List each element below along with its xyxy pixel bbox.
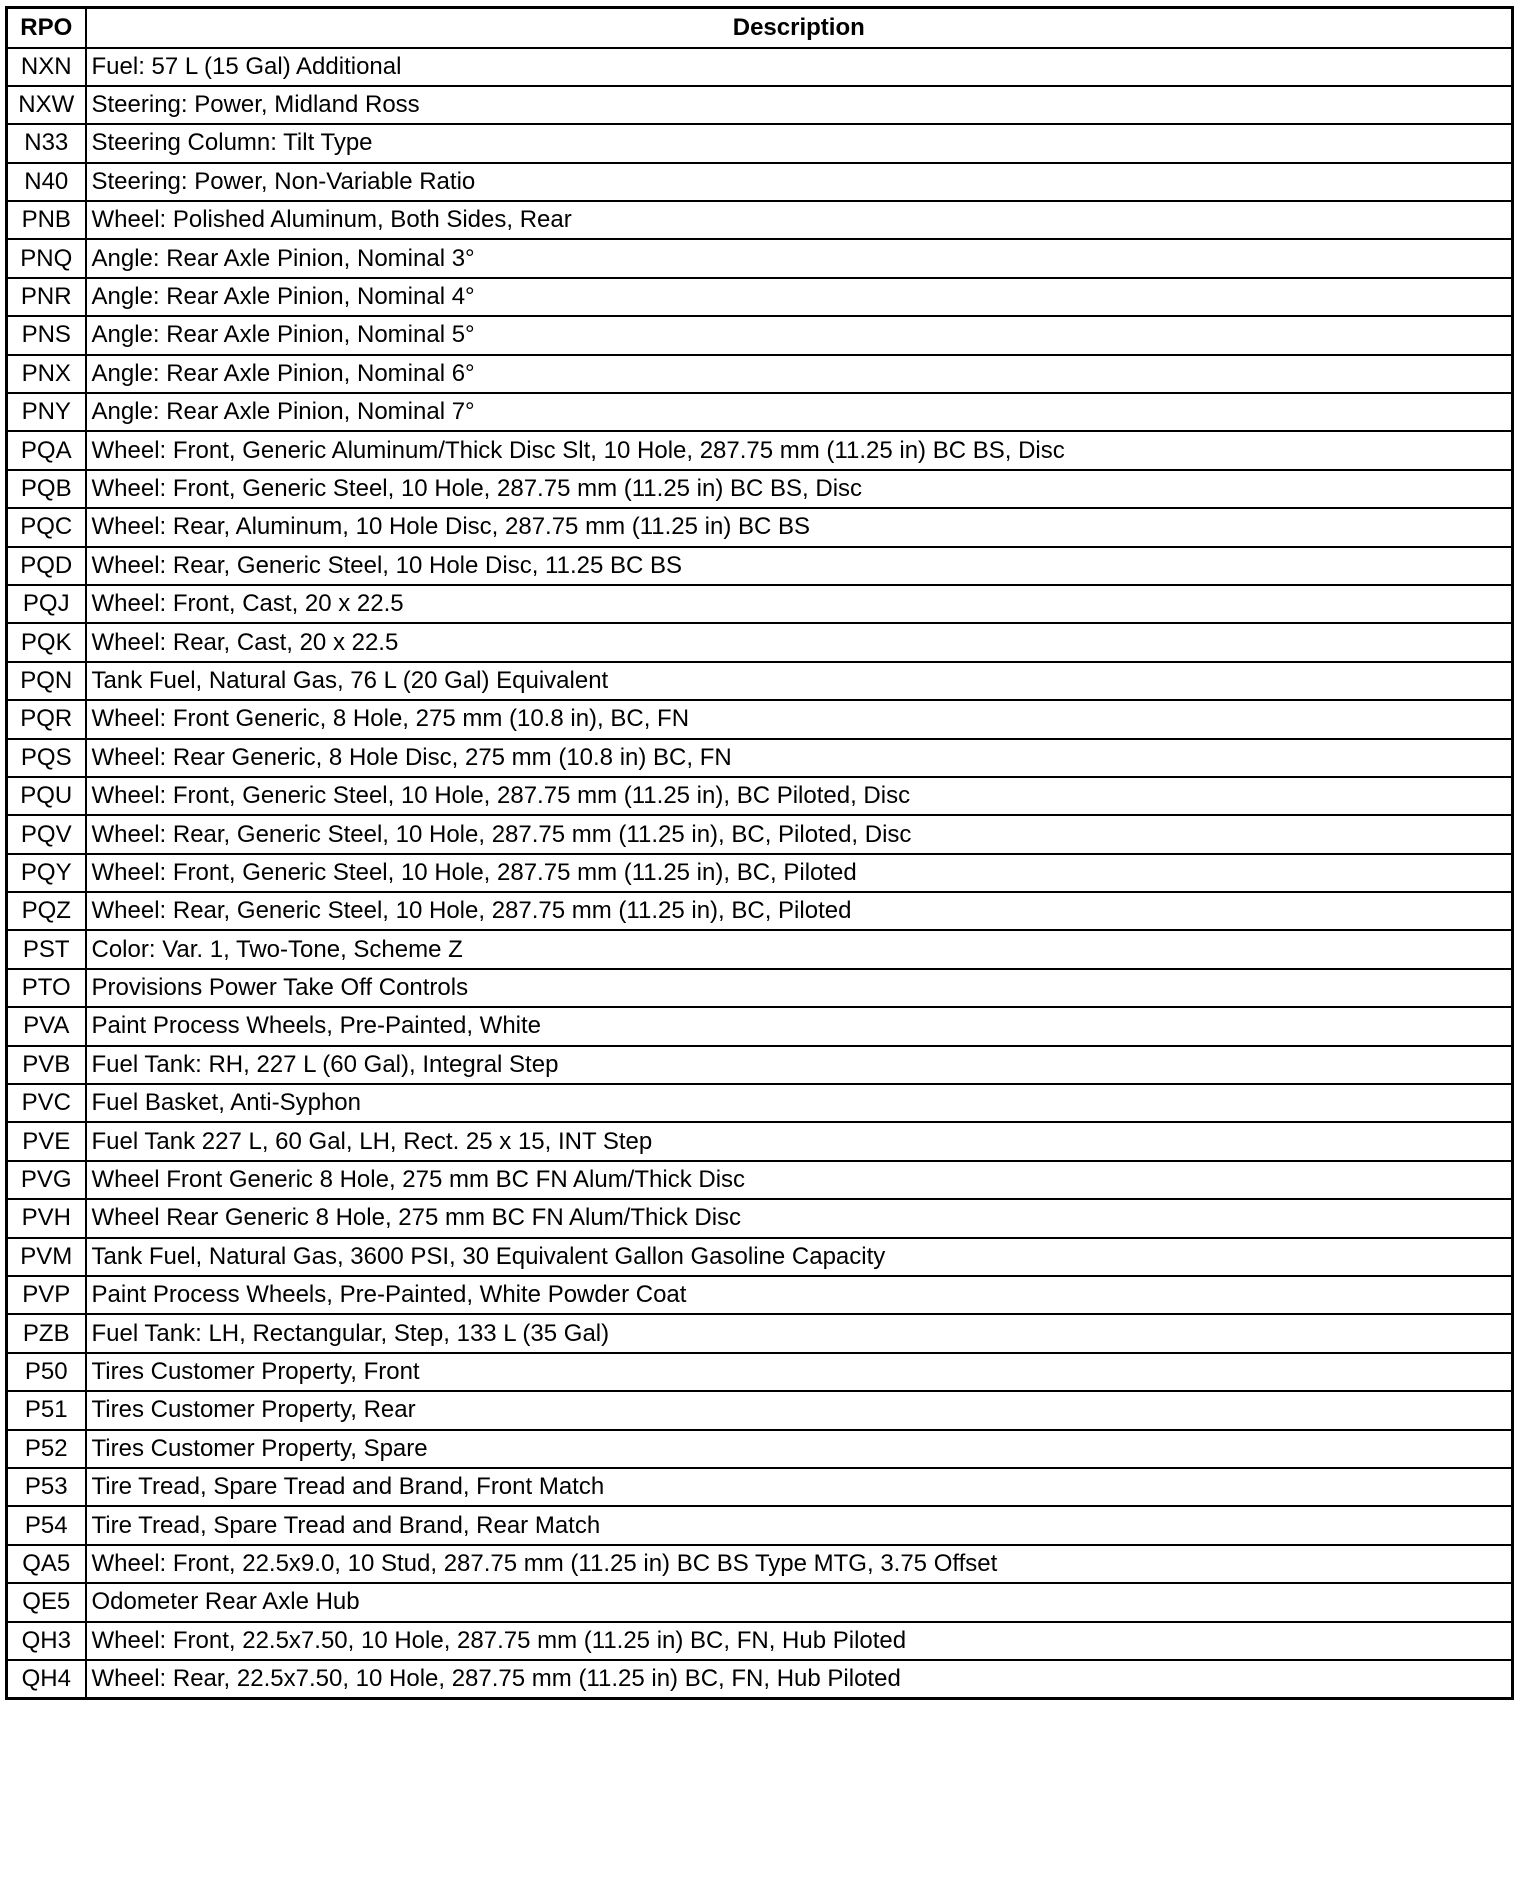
rpo-code-cell: PQA [7,431,86,469]
description-cell: Angle: Rear Axle Pinion, Nominal 5° [86,316,1513,354]
description-cell: Wheel: Front, 22.5x9.0, 10 Stud, 287.75 mm (11.25 in) BC BS Type MTG, 3.75 Offset [86,1545,1513,1583]
rpo-code-cell: N33 [7,124,86,162]
description-cell: Tire Tread, Spare Tread and Brand, Rear Match [86,1506,1513,1544]
description-cell: Paint Process Wheels, Pre-Painted, White Powder Coat [86,1276,1513,1314]
rpo-code-cell: PST [7,930,86,968]
description-cell: Fuel: 57 L (15 Gal) Additional [86,48,1513,86]
table-row [7,1583,1513,1621]
table-row [7,316,1513,354]
table-row [7,393,1513,431]
rpo-code-cell: PQB [7,470,86,508]
description-cell: Wheel: Rear Generic, 8 Hole Disc, 275 mm (10.8 in) BC, FN [86,739,1513,777]
table-row [7,1314,1513,1352]
description-cell: Provisions Power Take Off Controls [86,969,1513,1007]
description-cell: Odometer Rear Axle Hub [86,1583,1513,1621]
rpo-code-cell: PQC [7,508,86,546]
table-row [7,1391,1513,1429]
rpo-code-cell: P50 [7,1353,86,1391]
description-cell: Wheel: Rear, Cast, 20 x 22.5 [86,623,1513,661]
table-row [7,470,1513,508]
table-row [7,1353,1513,1391]
table-row [7,1622,1513,1660]
description-cell: Wheel: Front, Generic Aluminum/Thick Disc Slt, 10 Hole, 287.75 mm (11.25 in) BC BS, Disc [86,431,1513,469]
description-cell: Wheel: Rear, 22.5x7.50, 10 Hole, 287.75 mm (11.25 in) BC, FN, Hub Piloted [86,1660,1513,1698]
table-row [7,1430,1513,1468]
rpo-code-cell: PQR [7,700,86,738]
table-row [7,431,1513,469]
rpo-code-cell: QH4 [7,1660,86,1698]
rpo-code-cell: N40 [7,163,86,201]
table-row [7,86,1513,124]
description-cell: Paint Process Wheels, Pre-Painted, White [86,1007,1513,1045]
description-cell: Color: Var. 1, Two-Tone, Scheme Z [86,930,1513,968]
rpo-code-cell: PQV [7,815,86,853]
description-cell: Fuel Tank 227 L, 60 Gal, LH, Rect. 25 x 15, INT Step [86,1122,1513,1160]
description-cell: Wheel Front Generic 8 Hole, 275 mm BC FN Alum/Thick Disc [86,1161,1513,1199]
description-cell: Fuel Basket, Anti-Syphon [86,1084,1513,1122]
table-row [7,1161,1513,1199]
description-cell: Steering: Power, Non-Variable Ratio [86,163,1513,201]
description-cell: Steering: Power, Midland Ross [86,86,1513,124]
table-row [7,239,1513,277]
description-cell: Wheel Rear Generic 8 Hole, 275 mm BC FN Alum/Thick Disc [86,1199,1513,1237]
table-row [7,854,1513,892]
rpo-code-cell: QA5 [7,1545,86,1583]
rpo-column-header: RPO [7,8,86,48]
table-row [7,777,1513,815]
description-cell: Wheel: Polished Aluminum, Both Sides, Rear [86,201,1513,239]
description-cell: Tank Fuel, Natural Gas, 76 L (20 Gal) Equivalent [86,662,1513,700]
table-row [7,1276,1513,1314]
rpo-code-cell: PQN [7,662,86,700]
table-row [7,585,1513,623]
description-cell: Wheel: Front, Generic Steel, 10 Hole, 287.75 mm (11.25 in) BC BS, Disc [86,470,1513,508]
description-cell: Wheel: Front, 22.5x7.50, 10 Hole, 287.75 mm (11.25 in) BC, FN, Hub Piloted [86,1622,1513,1660]
rpo-code-cell: P53 [7,1468,86,1506]
rpo-table [5,6,1514,1700]
description-cell: Steering Column: Tilt Type [86,124,1513,162]
rpo-code-cell: PVE [7,1122,86,1160]
description-cell: Tire Tread, Spare Tread and Brand, Front Match [86,1468,1513,1506]
description-cell: Wheel: Rear, Aluminum, 10 Hole Disc, 287.75 mm (11.25 in) BC BS [86,508,1513,546]
description-cell: Angle: Rear Axle Pinion, Nominal 4° [86,278,1513,316]
rpo-code-cell: QH3 [7,1622,86,1660]
table-row [7,815,1513,853]
rpo-code-cell: NXW [7,86,86,124]
table-row [7,1199,1513,1237]
rpo-code-cell: QE5 [7,1583,86,1621]
table-row [7,1660,1513,1698]
table-row [7,1122,1513,1160]
table-row [7,355,1513,393]
description-cell: Wheel: Front, Generic Steel, 10 Hole, 287.75 mm (11.25 in), BC, Piloted [86,854,1513,892]
rpo-code-cell: PNR [7,278,86,316]
rpo-code-cell: PVH [7,1199,86,1237]
table-row [7,969,1513,1007]
description-cell: Wheel: Rear, Generic Steel, 10 Hole, 287.75 mm (11.25 in), BC, Piloted [86,892,1513,930]
description-cell: Tires Customer Property, Spare [86,1430,1513,1468]
rpo-code-cell: PQD [7,547,86,585]
rpo-code-cell: PQS [7,739,86,777]
table-row [7,1238,1513,1276]
rpo-code-cell: PQY [7,854,86,892]
table-row [7,700,1513,738]
rpo-code-cell: PNY [7,393,86,431]
rpo-code-cell: PNB [7,201,86,239]
description-cell: Wheel: Rear, Generic Steel, 10 Hole, 287.75 mm (11.25 in), BC, Piloted, Disc [86,815,1513,853]
description-cell: Wheel: Front, Cast, 20 x 22.5 [86,585,1513,623]
rpo-code-cell: P51 [7,1391,86,1429]
description-cell: Wheel: Rear, Generic Steel, 10 Hole Disc, 11.25 BC BS [86,547,1513,585]
table-row [7,930,1513,968]
description-cell: Wheel: Front, Generic Steel, 10 Hole, 287.75 mm (11.25 in), BC Piloted, Disc [86,777,1513,815]
table-row [7,201,1513,239]
rpo-code-cell: PQU [7,777,86,815]
rpo-code-cell: NXN [7,48,86,86]
table-row [7,1007,1513,1045]
rpo-code-cell: PVB [7,1046,86,1084]
rpo-code-cell: PQK [7,623,86,661]
rpo-code-cell: PNX [7,355,86,393]
rpo-code-cell: PVA [7,1007,86,1045]
rpo-code-cell: PTO [7,969,86,1007]
table-row [7,1084,1513,1122]
table-row [7,662,1513,700]
table-row [7,124,1513,162]
rpo-code-cell: PVG [7,1161,86,1199]
description-cell: Angle: Rear Axle Pinion, Nominal 3° [86,239,1513,277]
table-header-row [7,8,1513,48]
table-body [7,48,1513,1699]
table-row [7,48,1513,86]
table-row [7,278,1513,316]
description-cell: Tank Fuel, Natural Gas, 3600 PSI, 30 Equivalent Gallon Gasoline Capacity [86,1238,1513,1276]
table-row [7,1545,1513,1583]
rpo-code-cell: PVM [7,1238,86,1276]
table-row [7,508,1513,546]
rpo-code-cell: PVC [7,1084,86,1122]
description-cell: Angle: Rear Axle Pinion, Nominal 7° [86,393,1513,431]
rpo-code-cell: P52 [7,1430,86,1468]
table-row [7,623,1513,661]
description-cell: Wheel: Front Generic, 8 Hole, 275 mm (10.8 in), BC, FN [86,700,1513,738]
table-row [7,1468,1513,1506]
table-row [7,163,1513,201]
rpo-code-cell: PQZ [7,892,86,930]
table-row [7,1506,1513,1544]
table-row [7,547,1513,585]
rpo-code-cell: PVP [7,1276,86,1314]
rpo-code-cell: P54 [7,1506,86,1544]
rpo-code-cell: PNS [7,316,86,354]
table-row [7,1046,1513,1084]
description-column-header: Description [86,8,1513,48]
description-cell: Fuel Tank: LH, Rectangular, Step, 133 L (35 Gal) [86,1314,1513,1352]
table-row [7,892,1513,930]
description-cell: Tires Customer Property, Front [86,1353,1513,1391]
description-cell: Tires Customer Property, Rear [86,1391,1513,1429]
table-row [7,739,1513,777]
rpo-code-cell: PNQ [7,239,86,277]
description-cell: Angle: Rear Axle Pinion, Nominal 6° [86,355,1513,393]
rpo-code-cell: PQJ [7,585,86,623]
rpo-code-cell: PZB [7,1314,86,1352]
description-cell: Fuel Tank: RH, 227 L (60 Gal), Integral Step [86,1046,1513,1084]
